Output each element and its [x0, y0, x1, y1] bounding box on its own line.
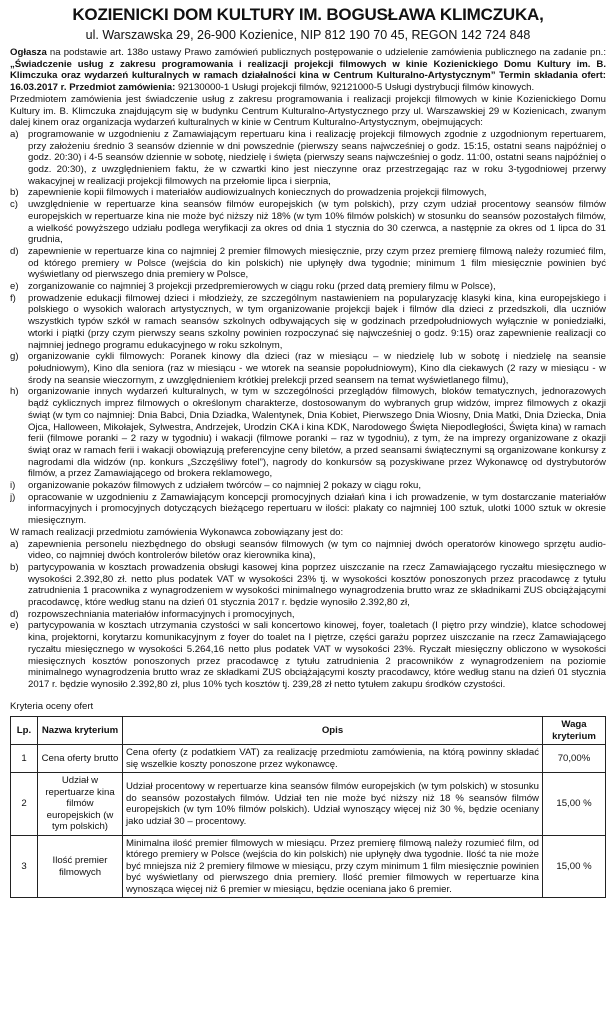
institution-address: ul. Warszawska 29, 26-900 Kozienice, NIP 812 190 70 45, REGON 142 724 848 [85, 28, 531, 42]
item-text: zapewnienie w repertuarze kina co najmniej 2 premier filmowych miesięcznie, przy czym przez premierę filmową należy rozumieć film, od którego premiery w Polsce (wejścia do kin polskich) nie upłynęły dwa tygodnie; minimum 1 film miesięcznie powinien być wyświetlany od pierwszego dnia premiery w Polsce, [28, 245, 606, 281]
cell-desc: Minimalna ilość premier filmowych w miesiącu. Przez premierę filmową należy rozumieć film, od którego premiery w Polsce (wejścia do kin polskich) nie upłynęły dwa tygodnie. Ilość ta nie może być mniejsza niż 2 premiery filmowe w miesiącu, przy czym minimum 1 film miesięcznie powinien być wyświetlany od pierwszego dnia premiery. Ilość premier filmowych w repertuarze kina wynosząca więcej niż 6 premier w miesiącu, będzie oceniana jako 6 premier. [123, 835, 543, 898]
cell-weight: 15,00 % [543, 835, 606, 898]
list-item [10, 246, 606, 281]
table-row [11, 773, 606, 836]
item-text: programowanie w uzgodnieniu z Zamawiającym repertuaru kina i realizację projekcji filmowych zgodnie z uzgodnionym repertuarem, przy założeniu średnio 3 seansów dziennie w dni powszednie (pierwszy seans najwcześniej o godz. 15:15, ostatni seans najpóźniej o godz. 20:30) i 4-5 seansów dziennie w sobotę, niedzielę i święta (pierwszy seans najwcześniej o godz. 11:00, ostatni seans najpóźniej o godz. 20:30), z uwzględnieniem faktu, że w czwartki kino jest nieczynne oraz przestrzegając raz w roku 3-tygodniowej przerwy wakacyjnej w realizacji projekcji filmowych na przełomie lipca i sierpnia, [28, 128, 606, 187]
cell-lp: 3 [11, 835, 38, 898]
intro-text-2: 92130000-1 Usługi projekcji filmów, 92121000-5 Usługi dystrybucji filmów kinowych. [175, 82, 535, 94]
item-text: zorganizowanie co najmniej 3 projekcji przedpremierowych w ciągu roku (przed datą premiery filmu w Polsce), [28, 281, 496, 293]
item-letter: h) [10, 386, 19, 398]
cell-lp: 2 [11, 773, 38, 836]
criteria-heading: Kryteria oceny ofert [10, 700, 94, 712]
item-letter: f) [10, 292, 16, 304]
list-item [10, 281, 606, 293]
list-item [10, 199, 606, 246]
item-letter: b) [10, 187, 19, 199]
cell-name: Cena oferty brutto [38, 745, 123, 773]
scope-list [10, 129, 606, 527]
list-item [10, 609, 606, 621]
list-item [10, 187, 606, 199]
item-letter: b) [10, 561, 19, 573]
item-letter: d) [10, 608, 19, 620]
item-text: partycypowania w kosztach utrzymania czystości w sali koncertowo kinowej, foyer, toaletach (I piętro przy windzie), klatce schodowej kina, projektorni, korytarzu komunikacyjnym z foyer do toalet na I piętrze, części garażu poprzez uiszczanie na rzecz Zamawiającego ryczałtu miesięcznego w wysokości 5.264,16 netto plus podatek VAT w wysokości 23%. Ryczałt miesięczny obliczono w wysokości miesięcznych kosztów ponoszonych przez pracodawcę z tytułu zatrudnienia 2 pracowników z wynagrodzeniem na poziomie minimalnego wynagrodzenia brutto wraz ze składkami ZUS obciążającymi koszty pracodawcy, które według stanu na dzień 01 stycznia 2017 r. będzie wynosiło 2.392,80 zł, plus 10% tych kosztów tj. 239,28 zł netto tytułem zakupu środków czystości. [28, 620, 606, 690]
intro-bold-2: „Świadczenie usług z zakresu programowania i realizacji projekcji filmowych w kinie Kozienickiego Domu Kultury im. B. Klimczuka oraz wydarzeń kulturalnych w ramach działalności kina w Centrum Kulturalno-Artystycznym” Termin składania ofert: 16.03.2017 r. Przedmiot zamówienia: [10, 58, 606, 94]
item-letter: g) [10, 351, 19, 363]
item-text: uwzględnienie w repertuarze kina seansów filmów europejskich (w tym polskich), przy czym udział procentowy seansów filmów europejskich w repertuarze kina nie może być niższy niż 18% (w tym 10% filmów polskich) w stosunku do seansów pozostałych filmów, a wielkość powyższego udziału podlega weryfikacji za okres od dnia 1 stycznia do 30 czerwca, a następnie za okres od 1 lipca do 31 grudnia, [28, 199, 606, 246]
cell-weight: 70,00% [543, 745, 606, 773]
cell-desc: Cena oferty (z podatkiem VAT) za realizację przedmiotu zamówienia, na którą powinny składać się wszelkie koszty ponoszone przez wykonawcę. [123, 745, 543, 773]
list-item [10, 351, 606, 386]
item-text: organizowanie cykli filmowych: Poranek kinowy dla dzieci (raz w miesiącu – w niedzielę lub w sobotę i niedzielę na seansie południowym), Kino dla seniora (raz w miesiącu - we wtorek na seansie popołudniowym), Kino dla ciekawych (2 razy w miesiącu - w środy na seansie wieczornym, z uwzględnieniem krótkiej prelekcji przed seansem na temat wyświetlanego filmu), [28, 351, 606, 386]
header-lp: Lp. [11, 717, 38, 745]
criteria-table [10, 716, 606, 898]
item-text: zapewnienie kopii filmowych i materiałów audiowizualnych koniecznych do prowadzenia projekcji filmowych, [28, 187, 487, 199]
item-letter: c) [10, 199, 18, 211]
item-letter: j) [10, 491, 16, 503]
cell-lp: 1 [11, 745, 38, 773]
list-item [10, 293, 606, 352]
item-text: opracowanie w uzgodnieniu z Zamawiającym koncepcji promocyjnych działań kina i ich prowadzenie, w tym dostarczanie materiałów informacyjnych i promocyjnych dotyczących bieżącego repertuaru w ilości: plakaty co najmniej 100 sztuk, ulotki 1000 sztuk w okresie miesięcznym. [28, 491, 606, 527]
cell-name: Ilość premier filmowych [38, 835, 123, 898]
list-item [10, 539, 606, 562]
cell-desc: Udział procentowy w repertuarze kina seansów filmów europejskich (w tym polskich) w stosunku do seansów pozostałych filmów. Udział ten nie może być niższy niż 18 % seansów filmów europejskich (w tym 10% filmów polskich). Udział wynoszący więcej niż 30 %, będzie oceniany jako udział 30 – procentowy. [123, 773, 543, 836]
list-item [10, 480, 606, 492]
table-row [11, 835, 606, 898]
item-letter: a) [10, 128, 19, 140]
obligations-paragraph: W ramach realizacji przedmiotu zamówienia Wykonawca zobowiązany jest do: [10, 526, 344, 538]
obligations-list [10, 539, 606, 691]
item-letter: a) [10, 538, 19, 550]
item-text: rozpowszechniania materiałów informacyjnych i promocyjnych, [28, 608, 295, 620]
announcement-page [10, 5, 606, 1019]
intro-bold-1: Ogłasza [10, 47, 47, 58]
cell-name: Udział w repertuarze kina filmów europejskich (w tym polskich) [38, 773, 123, 836]
intro-text-1: na podstawie art. 138o ustawy Prawo zamówień publicznych postępowanie o udzielenie zamówienia publicznego na zadanie pn.: [46, 47, 606, 58]
item-text: organizowanie innych wydarzeń kulturalnych, w tym w szczególności przeglądów filmowych, bloków tematycznych, jednorazowych bądź cyklicznych imprez filmowych o określonym charakterze, dostosowanym do wybranych grup widzów, imprez filmowych z okazji świąt (w tym co najmniej: Dnia Babci, Dnia Dziadka, Walentynek, Dnia Kobiet, Pierwszego Dnia Wiosny, Dnia Matki, Dnia Dziecka, Dnia Ojca, Halloween, Mikołajek, Sylwestra, Andrzejek, Urodzin CKA i kina KDK, Narodowego Święta Niepodległości, Święta kina) w ramach ferii (filmowe poranki – 2 razy w tygodniu) i wakacji (filmowe poranki – raz w tygodniu), z tym, że na imprezy organizowane z okazji świąt oraz w ramach ferii i wakacji obowiązują preferencyjne ceny biletów, a przed seansami świątecznymi są organizowane konkursy z nagrodami dla widzów (np. konkurs „Szczęśliwy fotel”), nagrody do konkursów są pozyskiwane przez Wykonawcę od dystrybutorów filmów, a przez Zamawiającego od brokera reklamowego, [28, 386, 606, 480]
list-item [10, 562, 606, 609]
list-item [10, 386, 606, 480]
subject-paragraph: Przedmiotem zamówienia jest świadczenie usług z zakresu programowania i realizacji projekcji filmowych w kinie Kozienickiego Domu Kultury im. B. Klimczuka znajdującym się w budynku Centrum Kulturalno-Artystycznego przy ul. Warszawskiej 29 w Kozienicach, zwanym dalej kinem oraz organizacja wydarzeń kulturalnych w kinie w Centrum Kulturalno-Artystycznym, obejmujących: [10, 93, 606, 129]
header-weight: Waga kryterium [543, 717, 606, 745]
item-letter: e) [10, 281, 19, 293]
item-text: prowadzenie edukacji filmowej dzieci i młodzieży, ze szczególnym nastawieniem na popularyzację klasyki kina, kina europejskiego i polskiego o wysokich walorach artystycznych, w tym organizowanie projekcji bajek i filmów dla dzieci z przedszkoli, dla uczniów wszystkich typów szkół w ramach seansów szkolnych odbywających się w godzinach przedpołudniowych wyłącznie w poniedziałki, wtorki i piątki (przy czym pierwszy seans szkolny powinien rozpoczynać się najwcześniej o godz. 9:15) oraz zapewnienie realizacji co najmniej jednego programu edukacyjnego w roku szkolnym, [28, 292, 606, 351]
item-text: zapewnienia personelu niezbędnego do obsługi seansów filmowych (w tym co najmniej dwóch operatorów kinowego sprzętu audio-video, co najmniej dwóch kontrolerów biletów oraz kierownika kina), [28, 538, 606, 562]
list-item [10, 620, 606, 690]
cell-weight: 15,00 % [543, 773, 606, 836]
intro-paragraph [10, 47, 606, 94]
list-item [10, 129, 606, 188]
institution-title: KOZIENICKI DOM KULTURY IM. BOGUSŁAWA KLIMCZUKA, [72, 5, 544, 24]
item-letter: i) [10, 480, 16, 492]
item-letter: e) [10, 620, 19, 632]
table-row [11, 745, 606, 773]
header-desc: Opis [123, 717, 543, 745]
item-text: organizowanie pokazów filmowych z udziałem twórców – co najmniej 2 pokazy w ciągu roku, [28, 480, 421, 492]
item-text: partycypowania w kosztach prowadzenia obsługi kasowej kina poprzez uiszczanie na rzecz Zamawiającego ryczałtu miesięcznego w wysokości 2.392,80 zł. netto plus podatek VAT w wysokości 23% tj. w wysokości kosztów ponoszonych przez pracodawcę z tytułu zatrudnienia 1 pracownika z wynagrodzeniem w wysokości minimalnego wynagrodzenia brutto wraz ze składnikami ZUS obciążającymi pracodawcę, które według stanu na dzień 01 stycznia 2017 r. będzie wynosiło 2.392,80 zł, [28, 561, 606, 609]
header-name: Nazwa kryterium [38, 717, 123, 745]
list-item [10, 492, 606, 527]
item-letter: d) [10, 245, 19, 257]
table-header-row [11, 717, 606, 745]
